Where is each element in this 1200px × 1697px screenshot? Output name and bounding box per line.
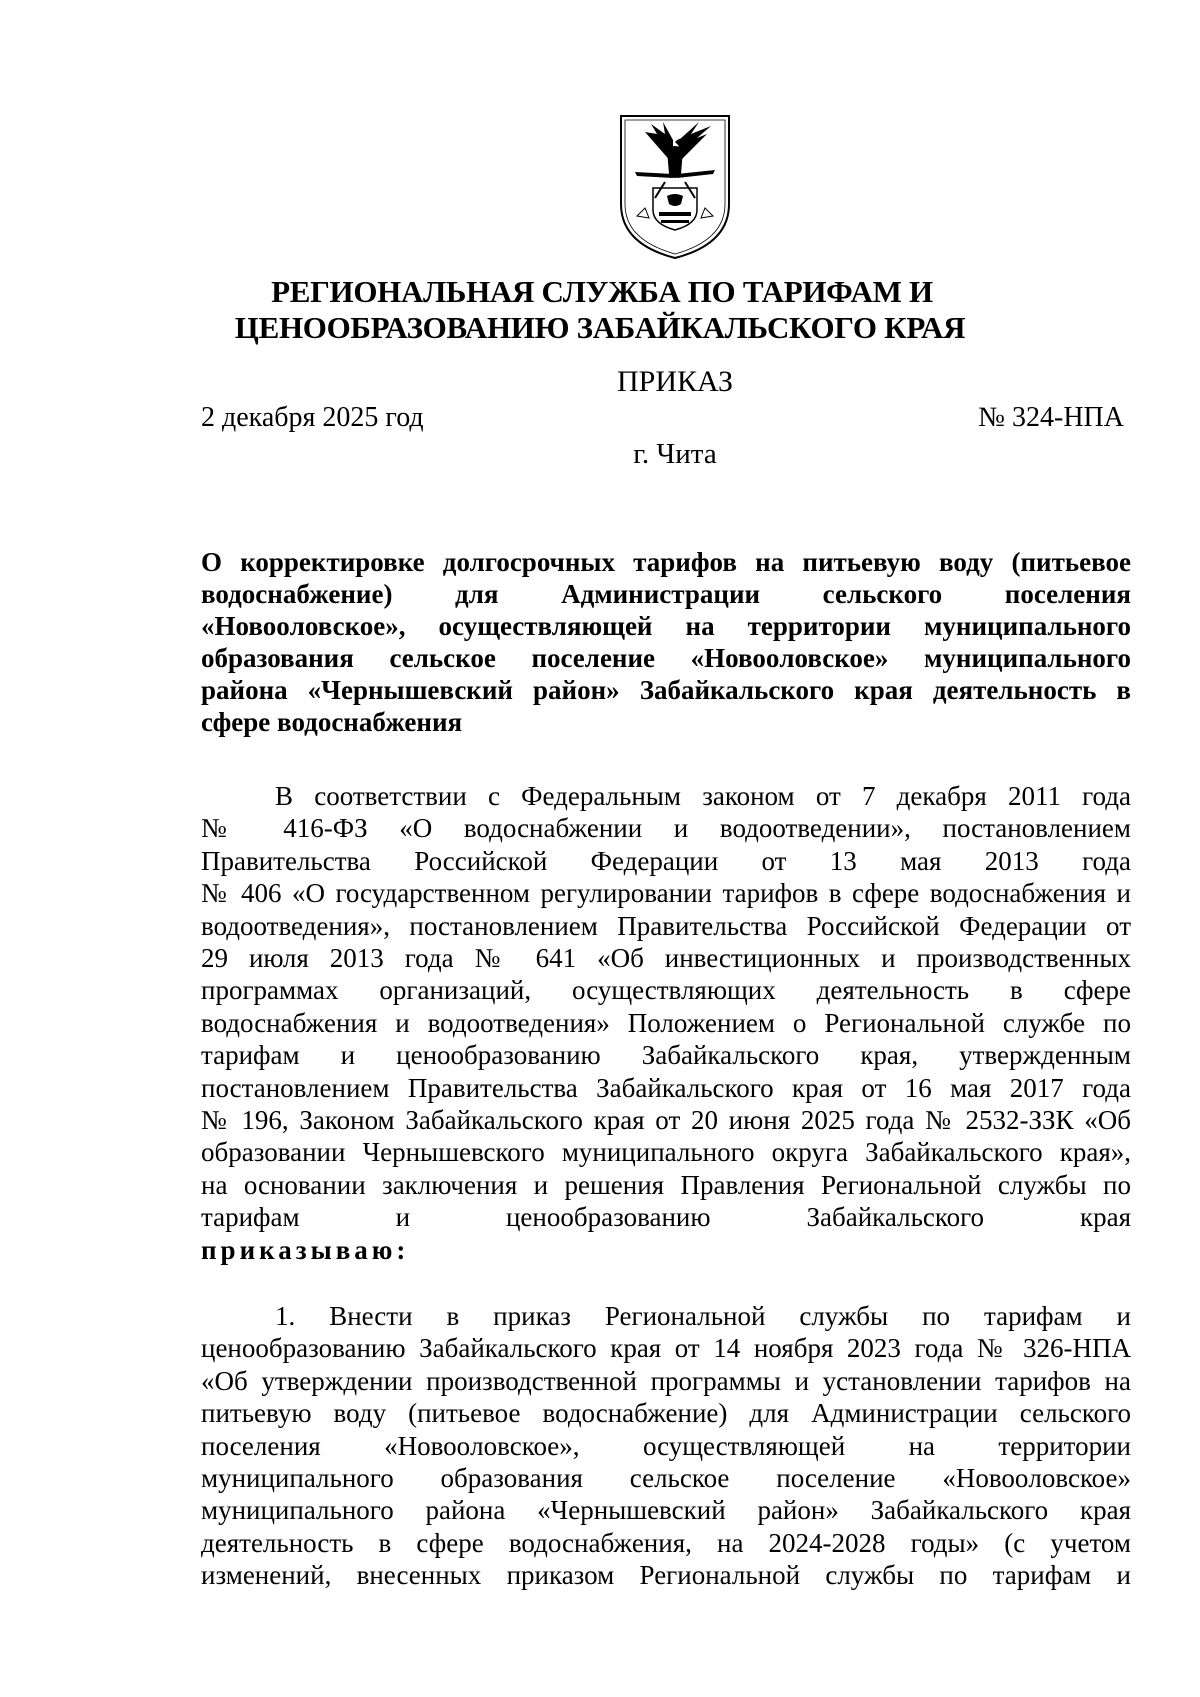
body-line: образовании Чернышевского муниципального округа Забайкальского края»,	[201, 1137, 1131, 1168]
body-line: «Об утверждении производственной программы и установлении тарифов на	[201, 1365, 1131, 1396]
subject-line: водоснабжение) для Администрации сельского поселения	[201, 579, 1131, 609]
body-line: постановлением Правительства Забайкальского края от 16 мая 2017 года	[201, 1072, 1131, 1103]
body-line: Правительства Российской Федерации от 13 мая 2013 года	[201, 845, 1131, 876]
body-line: 29 июля 2013 года № 641 «Об инвестиционных и производственных	[201, 943, 1131, 974]
body-line: деятельность в сфере водоснабжения, на 2024-2028 годы» (с учетом	[201, 1527, 1131, 1558]
document-subject	[201, 546, 1131, 738]
body-line: ценообразованию Забайкальского края от 14 ноября 2023 года № 326-НПА	[201, 1333, 1131, 1364]
body-line: водоотведения», постановлением Правительства Российской Федерации от	[201, 910, 1131, 941]
body-line: № 196, Законом Забайкальского края от 20 июня 2025 года № 2532-ЗЗК «Об	[201, 1105, 1131, 1136]
subject-line: сфере водоснабжения	[201, 707, 463, 737]
document-city: г. Чита	[633, 438, 717, 470]
body-line: питьевую воду (питьевое водоснабжение) для Администрации сельского	[201, 1398, 1131, 1429]
body-line: изменений, внесенных приказом Региональной службы по тарифам и	[201, 1560, 1131, 1591]
body-line: программах организаций, осуществляющих деятельность в сфере	[201, 975, 1131, 1006]
body-line: № 406 «О государственном регулировании тарифов в сфере водоснабжения и	[201, 878, 1131, 909]
body-line: тарифам и ценообразованию Забайкальского края	[201, 1202, 1131, 1233]
subject-line: О корректировке долгосрочных тарифов на питьевую воду (питьевое	[201, 547, 1131, 577]
body-line: № 416-ФЗ «О водоснабжении и водоотведении», постановлением	[201, 813, 1131, 844]
item-1-paragraph	[201, 1300, 1131, 1592]
order-word: приказываю:	[201, 1234, 410, 1265]
subject-line: «Новоoловское», осуществляющей на территории муниципального	[201, 611, 1131, 641]
organization-title-line2: ЦЕНООБРАЗОВАНИЮ ЗАБАЙКАЛЬСКОГО КРАЯ	[234, 310, 966, 345]
body-line: В соответствии с Федеральным законом от 7 декабря 2011 года	[275, 781, 1131, 811]
preamble-paragraph	[201, 780, 1131, 1266]
body-line: 1. Внести в приказ Региональной службы по тарифам и	[275, 1301, 1131, 1331]
subject-line: района «Чернышевский район» Забайкальского края деятельность в	[201, 675, 1131, 705]
body-line: муниципального образования сельское поселение «Новоoловское»	[201, 1463, 1131, 1494]
body-line: муниципального района «Чернышевский район» Забайкальского края	[201, 1495, 1131, 1526]
coat-of-arms-emblem	[615, 112, 735, 260]
organization-title-line1: РЕГИОНАЛЬНАЯ СЛУЖБА ПО ТАРИФАМ И	[271, 274, 933, 309]
body-line: поселения «Новоoловское», осуществляющей на территории	[201, 1430, 1131, 1461]
document-date: 2 декабря 2025 год	[201, 402, 424, 433]
body-line: на основании заключения и решения Правления Региональной службы по	[201, 1169, 1131, 1200]
body-line: тарифам и ценообразованию Забайкальского края, утвержденным	[201, 1040, 1131, 1071]
document-number: № 324-НПА	[978, 402, 1124, 433]
document-type: ПРИКАЗ	[617, 365, 733, 398]
body-line: водоснабжения и водоотведения» Положением о Региональной службе по	[201, 1007, 1131, 1038]
subject-line: образования сельское поселение «Новоoловское» муниципального	[201, 643, 1131, 673]
